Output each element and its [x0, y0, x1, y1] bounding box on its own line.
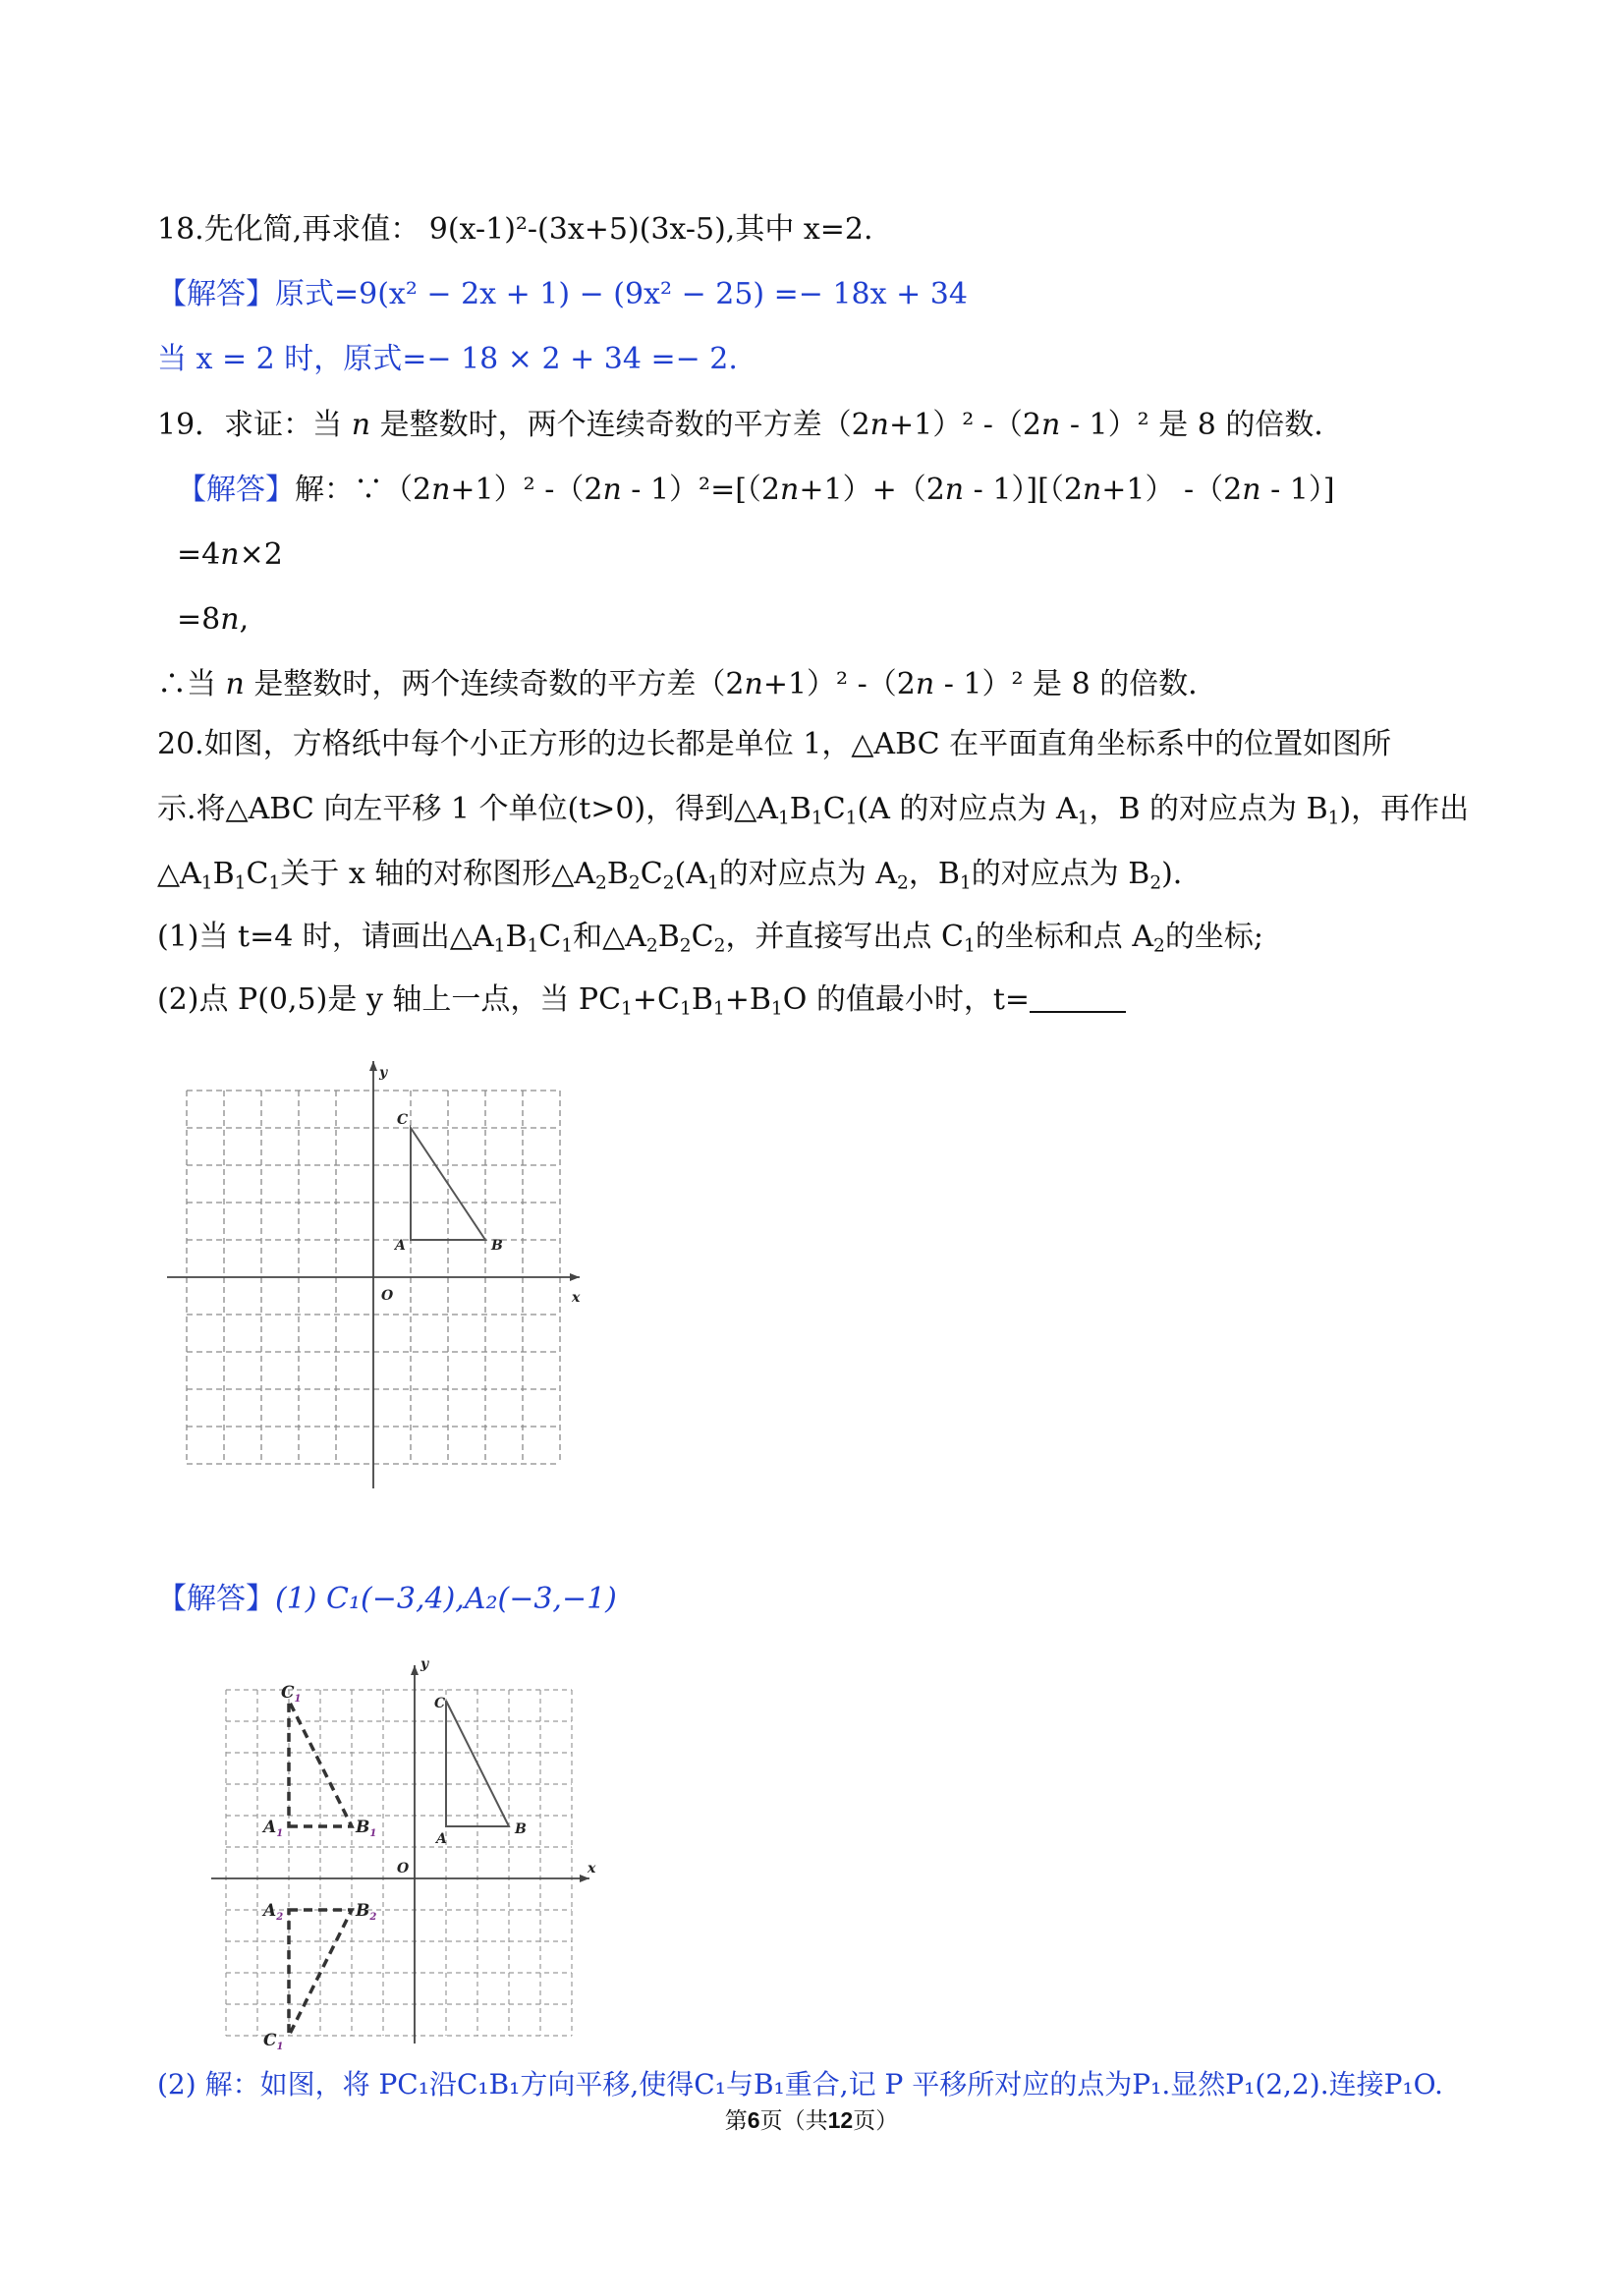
label-c2: $C_1$: [263, 2031, 284, 2052]
q20-answer1: [157, 1580, 617, 1619]
figure-1-x-label: x: [572, 1290, 581, 1306]
page-total: 12: [827, 2107, 854, 2133]
answer-label: 【解答】: [157, 1582, 275, 1616]
q18-prompt: 18.先化简,再求值： 9(x-1)²-(3x+5)(3x-5),其中 x=2.: [157, 212, 873, 247]
label-b2: $B_2$: [356, 1901, 377, 1923]
q18-answer-line1: [157, 275, 968, 314]
q20-part1: (1)当 t=4 时，请画出$\triangle A_1B_1C_1$和$\triangle A_2B_2C_2$，并直接写出点 $C_1$的坐标和点 $A_2$的坐标;: [157, 920, 1263, 957]
q19-step2: =8n,: [177, 602, 250, 637]
answer-label: 【解答】: [177, 473, 295, 507]
label-c1: $C_1$: [281, 1683, 302, 1705]
answer-label: 【解答】: [157, 277, 275, 311]
label-b: B: [491, 1238, 503, 1254]
q19-conclusion: ∴当 n 是整数时，两个连续奇数的平方差（2n+1）² -（2n - 1）² 是 8 的倍数．: [157, 667, 1218, 701]
q19-prompt: 19．求证：当 n 是整数时，两个连续奇数的平方差（2n+1）² -（2n - 1）² 是 8 的倍数．: [157, 408, 1344, 442]
label-c: C: [434, 1696, 446, 1711]
label-b: B: [515, 1821, 527, 1837]
label-a1: $A_1$: [263, 1818, 284, 1839]
figure-2-x-label: x: [588, 1861, 596, 1876]
q20-line3: $\triangle A_1B_1C_1$关于 x 轴的对称图形$\triangle A_2B_2C_2(A_1$的对应点为 $A_2$，$B_1$的对应点为 $B_2$)．: [157, 857, 1203, 894]
q20-line2: 示.将△ABC 向左平移 1 个单位(t>0)，得到$\triangle A_1B_1C_1(A$ 的对应点为 $A_1$，B 的对应点为 $B_1$)，再作出: [157, 792, 1470, 829]
q20-part2: (2)点 P(0,5)是 y 轴上一点，当 $PC_1+C_1B_1+B_1O$ 的值最小时，t=: [157, 980, 1126, 1020]
q20-answer2: (2) 解：如图，将 PC₁沿C₁B₁方向平移,使得C₁与B₁重合,记 P 平移所对应的点为P₁.显然P₁(2,2).连接P₁O.: [157, 2068, 1443, 2100]
label-c: C: [397, 1112, 409, 1128]
label-a: A: [395, 1238, 406, 1254]
label-a2: $A_2$: [263, 1901, 284, 1923]
page-number: 6: [747, 2107, 760, 2133]
page-footer: 第6页（共12页）: [724, 2107, 899, 2133]
figure-1-axes: [167, 1061, 580, 1488]
figure-2-solution-grid: [206, 1656, 619, 2053]
figure-2-origin-label: O: [397, 1861, 410, 1876]
q18-answer-line2: 当 x = 2 时，原式=− 18 × 2 + 34 =− 2.: [157, 342, 738, 376]
q19-answer-line: 【解答】解：∵（2n+1）² -（2n - 1）²=[（2n+1）+（2n - 1）][（2n+1） -（2n - 1）]: [177, 473, 1335, 507]
figure-1-y-label: y: [379, 1065, 388, 1081]
answer-blank: [1030, 981, 1126, 1013]
label-b1: $B_1$: [356, 1818, 377, 1839]
q18-answer-expression: 原式=9(x² − 2x + 1) − (9x² − 25) =− 18x + 34: [275, 277, 968, 311]
q20-answer1-text: (1) C₁(−3,4),A₂(−3,−1): [275, 1582, 617, 1616]
q20-line1: 20.如图，方格纸中每个小正方形的边长都是单位 1，△ABC 在平面直角坐标系中的位置如图所: [157, 727, 1392, 761]
figure-2-y-label: y: [420, 1656, 429, 1672]
q19-step1: =4n×2: [177, 537, 283, 572]
figure-2-axes: [211, 1665, 589, 2044]
figure-1-origin-label: O: [381, 1288, 394, 1304]
figure-1-coordinate-grid: [147, 1051, 599, 1464]
label-a: A: [436, 1831, 447, 1847]
